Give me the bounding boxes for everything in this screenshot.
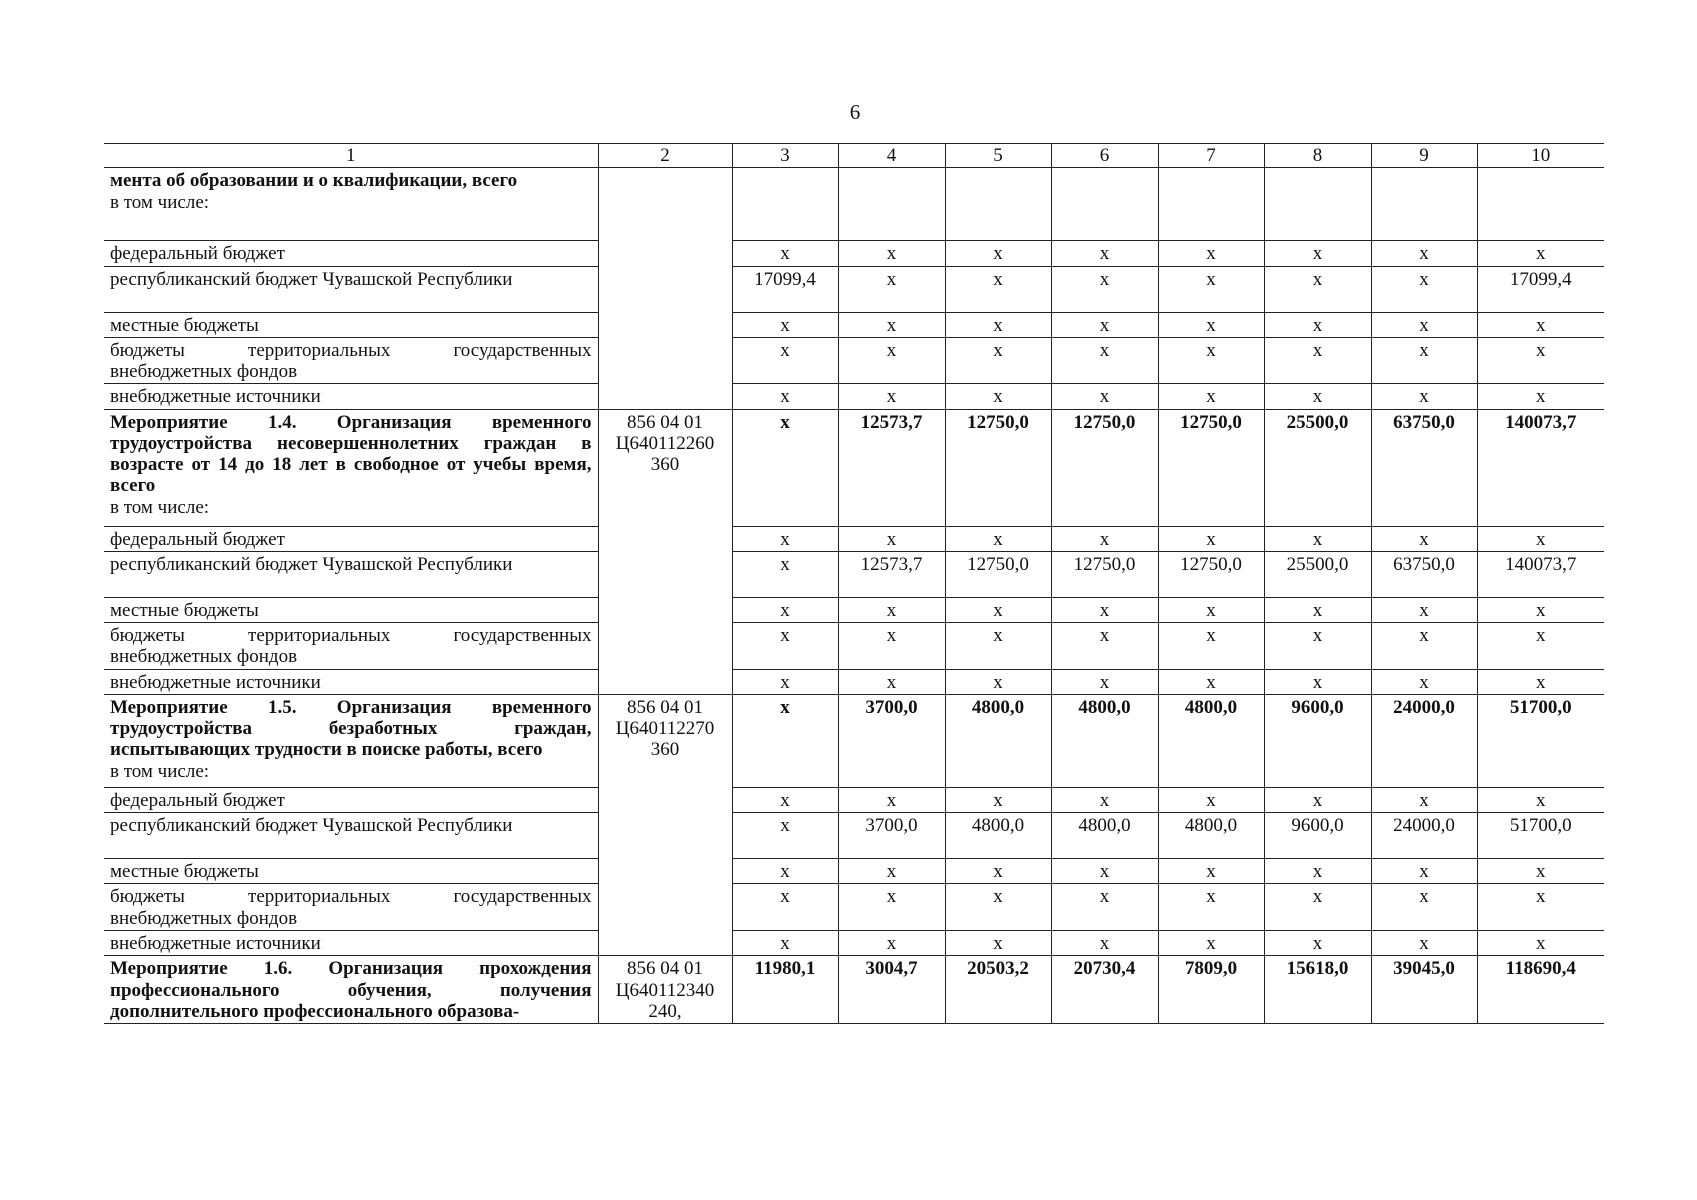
total-value <box>1264 168 1371 241</box>
funding-source-row <box>104 337 1604 384</box>
funding-value: x <box>1158 859 1264 884</box>
funding-value: 51700,0 <box>1477 813 1604 859</box>
funding-source-row <box>104 787 1604 812</box>
column-header: 3 <box>732 144 838 168</box>
funding-source-label: бюджеты территориальных государственных внебюджетных фондов <box>104 623 598 670</box>
total-value: 51700,0 <box>1477 694 1604 787</box>
funding-value: x <box>732 884 838 931</box>
funding-value: x <box>732 337 838 384</box>
budget-code-line: 360 <box>650 739 680 761</box>
funding-value: x <box>1264 669 1371 694</box>
total-value: 12750,0 <box>1158 409 1264 526</box>
funding-value: x <box>1371 526 1477 551</box>
funding-source-row <box>104 884 1604 931</box>
total-value: 24000,0 <box>1371 694 1477 787</box>
budget-code-line: 856 04 01 <box>627 696 703 718</box>
measure-title-cell <box>104 168 598 241</box>
funding-value: x <box>945 623 1051 670</box>
funding-value: x <box>1158 623 1264 670</box>
funding-value: x <box>732 859 838 884</box>
funding-value: x <box>838 884 945 931</box>
funding-value: x <box>1264 859 1371 884</box>
budget-code-line: 856 04 01 <box>627 958 703 980</box>
funding-value: x <box>838 526 945 551</box>
measure-title: Мероприятие 1.5. Организация временного трудоустройства безработных граждан, испытывающих трудности в поиске работы, всего <box>110 696 592 761</box>
funding-value: x <box>945 337 1051 384</box>
funding-value: x <box>1158 930 1264 955</box>
total-value: 118690,4 <box>1477 956 1604 1024</box>
funding-value: 3700,0 <box>838 813 945 859</box>
funding-value: x <box>838 669 945 694</box>
funding-value: 17099,4 <box>1477 266 1604 312</box>
funding-value: 24000,0 <box>1371 813 1477 859</box>
measure-row <box>104 694 1604 787</box>
funding-value: x <box>1477 859 1604 884</box>
funding-value: x <box>1158 266 1264 312</box>
measure-title: Мероприятие 1.6. Организация прохождения профессионального обучения, получения дополнительного профессионального образова- <box>110 958 592 1022</box>
total-value: 3004,7 <box>838 956 945 1024</box>
funding-value: x <box>1371 859 1477 884</box>
funding-source-row <box>104 241 1604 266</box>
funding-value: x <box>1051 930 1158 955</box>
column-header: 10 <box>1477 144 1604 168</box>
funding-value: x <box>1051 337 1158 384</box>
funding-source-row <box>104 384 1604 409</box>
funding-value: x <box>1371 787 1477 812</box>
funding-value: x <box>1264 266 1371 312</box>
funding-value: x <box>945 241 1051 266</box>
funding-value: x <box>1264 623 1371 670</box>
funding-value: x <box>732 384 838 409</box>
funding-value: x <box>1051 266 1158 312</box>
funding-value: x <box>1158 526 1264 551</box>
funding-value: x <box>1051 597 1158 622</box>
funding-source-label: местные бюджеты <box>104 859 598 884</box>
funding-value: x <box>838 930 945 955</box>
funding-source-label: внебюджетные источники <box>104 384 598 409</box>
total-value: 12750,0 <box>945 409 1051 526</box>
budget-code-cell <box>598 168 732 409</box>
funding-value: x <box>1477 623 1604 670</box>
funding-value: x <box>945 884 1051 931</box>
funding-value: x <box>1158 669 1264 694</box>
funding-value: x <box>732 930 838 955</box>
total-value: 3700,0 <box>838 694 945 787</box>
total-value: 140073,7 <box>1477 409 1604 526</box>
funding-value: x <box>1477 884 1604 931</box>
funding-source-row <box>104 930 1604 955</box>
funding-value: x <box>1371 930 1477 955</box>
total-value: 7809,0 <box>1158 956 1264 1024</box>
including-label: в том числе: <box>110 496 210 518</box>
funding-source-label: федеральный бюджет <box>104 526 598 551</box>
funding-value: x <box>1264 597 1371 622</box>
funding-value: x <box>1051 623 1158 670</box>
measure-title-cell <box>104 409 598 526</box>
funding-value: x <box>1051 669 1158 694</box>
funding-value: 25500,0 <box>1264 551 1371 597</box>
funding-source-row <box>104 813 1604 859</box>
funding-value: x <box>1477 526 1604 551</box>
funding-value: x <box>945 526 1051 551</box>
funding-value: x <box>1477 669 1604 694</box>
funding-source-row <box>104 551 1604 597</box>
column-header: 8 <box>1264 144 1371 168</box>
funding-value: x <box>1264 930 1371 955</box>
funding-value: x <box>1477 930 1604 955</box>
funding-value: x <box>1051 312 1158 337</box>
funding-value: x <box>838 597 945 622</box>
funding-source-label: республиканский бюджет Чувашской Республики <box>104 813 598 859</box>
funding-value: x <box>732 787 838 812</box>
total-value <box>838 168 945 241</box>
funding-value: x <box>1477 597 1604 622</box>
funding-value: x <box>945 384 1051 409</box>
funding-value: x <box>1051 526 1158 551</box>
total-value: 25500,0 <box>1264 409 1371 526</box>
funding-value: 4800,0 <box>1158 813 1264 859</box>
budget-code-line: 240, <box>648 1000 682 1022</box>
funding-source-row <box>104 312 1604 337</box>
funding-value: x <box>1371 337 1477 384</box>
funding-value: x <box>1477 787 1604 812</box>
funding-value: x <box>838 241 945 266</box>
funding-value: x <box>1477 337 1604 384</box>
budget-code-line: 856 04 01 <box>627 411 703 433</box>
funding-source-row <box>104 859 1604 884</box>
funding-source-row <box>104 669 1604 694</box>
funding-value: x <box>1158 787 1264 812</box>
budget-code-cell <box>598 956 732 1024</box>
funding-value: x <box>838 384 945 409</box>
funding-value: x <box>1371 623 1477 670</box>
funding-value: x <box>1264 384 1371 409</box>
funding-source-row <box>104 266 1604 312</box>
funding-source-label: местные бюджеты <box>104 312 598 337</box>
funding-value: x <box>945 312 1051 337</box>
measure-row <box>104 168 1604 241</box>
budget-code-line: Ц640112340 <box>615 979 715 1001</box>
budget-code-cell <box>598 409 732 694</box>
total-value: 39045,0 <box>1371 956 1477 1024</box>
budget-code-cell <box>598 694 732 955</box>
funding-value: x <box>732 623 838 670</box>
funding-source-label: внебюджетные источники <box>104 930 598 955</box>
funding-value: x <box>1158 312 1264 337</box>
funding-value: x <box>1477 312 1604 337</box>
total-value: 12573,7 <box>838 409 945 526</box>
funding-source-label: бюджеты территориальных государственных внебюджетных фондов <box>104 884 598 931</box>
total-value: 4800,0 <box>1051 694 1158 787</box>
budget-table <box>104 143 1604 1024</box>
funding-value: x <box>732 312 838 337</box>
funding-value: x <box>1371 669 1477 694</box>
total-value: 4800,0 <box>1158 694 1264 787</box>
funding-value: x <box>1477 384 1604 409</box>
measure-title-cell <box>104 956 598 1024</box>
funding-source-row <box>104 623 1604 670</box>
total-value <box>1371 168 1477 241</box>
funding-value: x <box>1264 787 1371 812</box>
total-value: 20503,2 <box>945 956 1051 1024</box>
column-header: 6 <box>1051 144 1158 168</box>
funding-value: 63750,0 <box>1371 551 1477 597</box>
funding-value: x <box>1158 337 1264 384</box>
funding-value: 4800,0 <box>945 813 1051 859</box>
funding-value: x <box>1051 859 1158 884</box>
column-header: 5 <box>945 144 1051 168</box>
funding-value: x <box>838 312 945 337</box>
including-label: в том числе: <box>110 760 210 782</box>
funding-value: x <box>1477 241 1604 266</box>
measure-row <box>104 956 1604 1024</box>
funding-value: x <box>838 623 945 670</box>
budget-code-line: 360 <box>650 454 680 476</box>
measure-row <box>104 409 1604 526</box>
funding-source-row <box>104 526 1604 551</box>
funding-value: x <box>732 526 838 551</box>
funding-source-label: федеральный бюджет <box>104 241 598 266</box>
total-value: 15618,0 <box>1264 956 1371 1024</box>
funding-value: x <box>732 669 838 694</box>
funding-value: x <box>1264 526 1371 551</box>
funding-value: 12573,7 <box>838 551 945 597</box>
funding-value: 12750,0 <box>1051 551 1158 597</box>
funding-value: 12750,0 <box>1158 551 1264 597</box>
funding-value: x <box>838 859 945 884</box>
page-number: 6 <box>849 100 861 124</box>
column-header: 2 <box>598 144 732 168</box>
funding-value: x <box>945 930 1051 955</box>
funding-value: 17099,4 <box>732 266 838 312</box>
total-value <box>1051 168 1158 241</box>
funding-value: x <box>1371 241 1477 266</box>
funding-value: x <box>1051 787 1158 812</box>
funding-value: x <box>1051 884 1158 931</box>
funding-value: x <box>945 597 1051 622</box>
header-row <box>104 144 1604 168</box>
funding-value: x <box>732 241 838 266</box>
funding-source-label: бюджеты территориальных государственных внебюджетных фондов <box>104 337 598 384</box>
funding-value: x <box>945 669 1051 694</box>
funding-value: x <box>1264 884 1371 931</box>
funding-value: x <box>732 813 838 859</box>
total-value: 9600,0 <box>1264 694 1371 787</box>
total-value: 4800,0 <box>945 694 1051 787</box>
total-value <box>945 168 1051 241</box>
funding-value: x <box>1051 384 1158 409</box>
total-value <box>1477 168 1604 241</box>
funding-value: x <box>945 859 1051 884</box>
funding-source-label: федеральный бюджет <box>104 787 598 812</box>
funding-value: x <box>945 787 1051 812</box>
including-label: в том числе: <box>110 191 210 213</box>
measure-title: мента об образовании и о квалификации, всего <box>110 170 518 192</box>
funding-value: x <box>1051 241 1158 266</box>
funding-value: x <box>1264 241 1371 266</box>
funding-value: x <box>838 787 945 812</box>
funding-source-label: внебюджетные источники <box>104 669 598 694</box>
funding-source-label: местные бюджеты <box>104 597 598 622</box>
funding-value: x <box>1158 884 1264 931</box>
budget-code-line: Ц640112260 <box>615 432 715 454</box>
funding-value: x <box>945 266 1051 312</box>
total-value: x <box>732 409 838 526</box>
funding-value: x <box>1264 337 1371 384</box>
funding-value: x <box>1264 312 1371 337</box>
funding-value: 9600,0 <box>1264 813 1371 859</box>
funding-value: x <box>838 266 945 312</box>
funding-value: x <box>1158 384 1264 409</box>
column-header: 4 <box>838 144 945 168</box>
funding-value: 4800,0 <box>1051 813 1158 859</box>
funding-value: x <box>1371 597 1477 622</box>
funding-value: 12750,0 <box>945 551 1051 597</box>
funding-value: x <box>1371 384 1477 409</box>
funding-source-label: республиканский бюджет Чувашской Республики <box>104 551 598 597</box>
column-header: 9 <box>1371 144 1477 168</box>
funding-value: x <box>1371 884 1477 931</box>
column-header: 7 <box>1158 144 1264 168</box>
funding-value: x <box>1371 266 1477 312</box>
measure-title-cell <box>104 694 598 787</box>
funding-value: x <box>1371 312 1477 337</box>
column-header: 1 <box>104 144 598 168</box>
total-value <box>732 168 838 241</box>
funding-source-row <box>104 597 1604 622</box>
total-value: 63750,0 <box>1371 409 1477 526</box>
funding-source-label: республиканский бюджет Чувашской Республики <box>104 266 598 312</box>
funding-value: x <box>838 337 945 384</box>
total-value: 20730,4 <box>1051 956 1158 1024</box>
total-value: 12750,0 <box>1051 409 1158 526</box>
budget-code-line: Ц640112270 <box>615 718 715 740</box>
funding-value: x <box>732 597 838 622</box>
total-value <box>1158 168 1264 241</box>
total-value: 11980,1 <box>732 956 838 1024</box>
funding-value: x <box>1158 597 1264 622</box>
funding-value: x <box>732 551 838 597</box>
funding-value: x <box>1158 241 1264 266</box>
funding-value: 140073,7 <box>1477 551 1604 597</box>
measure-title: Мероприятие 1.4. Организация временного трудоустройства несовершеннолетних граждан в возрасте от 14 до 18 лет в свободное от учебы время, всего <box>110 411 592 497</box>
total-value: x <box>732 694 838 787</box>
